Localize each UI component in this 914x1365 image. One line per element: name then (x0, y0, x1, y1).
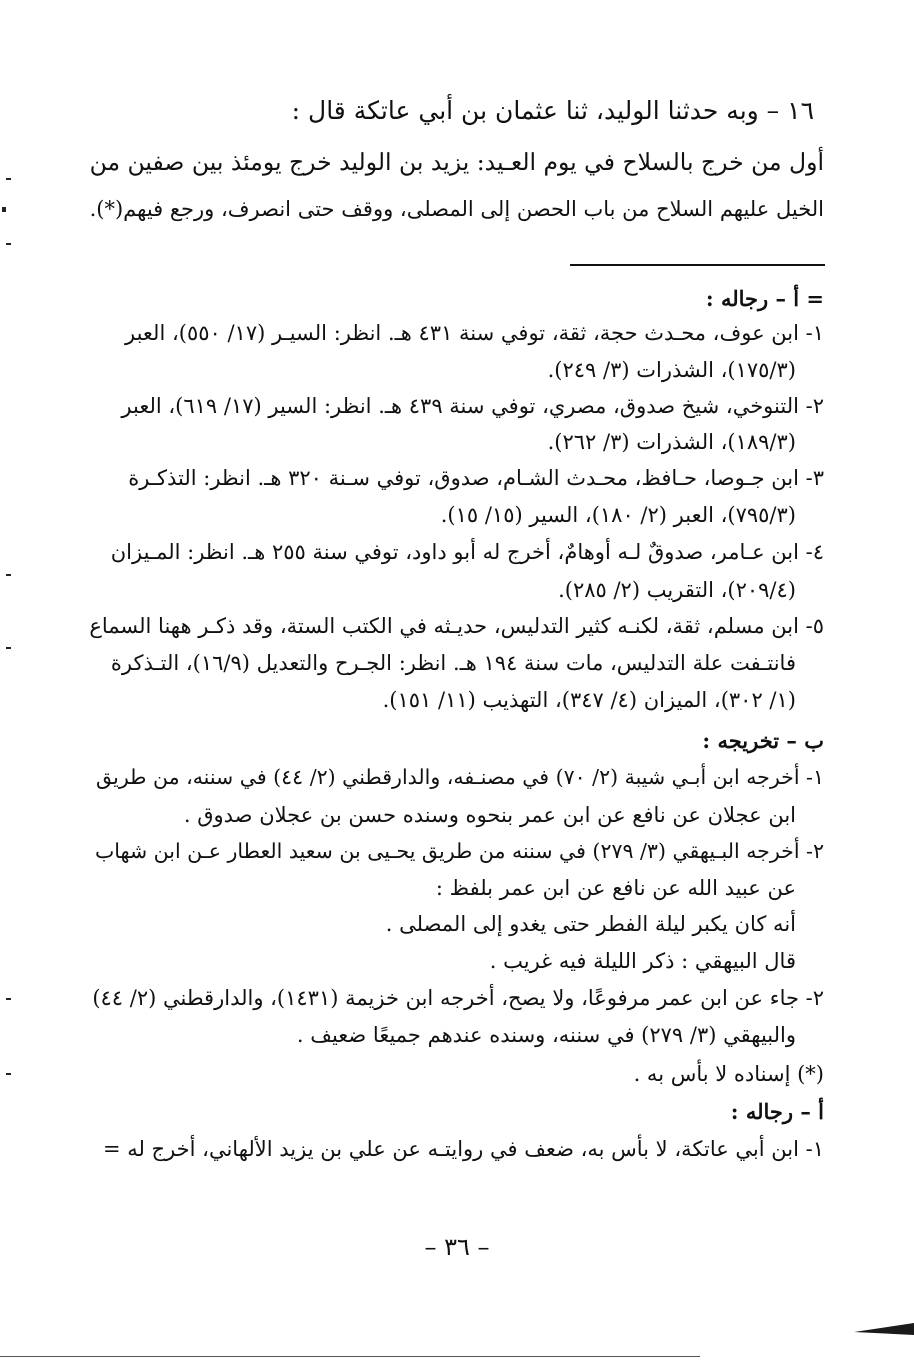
footnote-a4-line1: ٤- ابن عـامر، صدوقٌ لـه أوهامٌ، أخرج له أبو داود، توفي سنة ٢٥٥ هـ. انظر: المـيزان (110, 540, 824, 564)
scan-speck (6, 1073, 11, 1075)
footnote-a1-line1: ١- ابن عوف، محـدث حجة، ثقة، توفي سنة ٤٣١ هـ. انظر: السيـر (١٧/ ٥٥٠)، العبر (125, 321, 824, 345)
footnote-b2-line4: قال البيهقي : ذكر الليلة فيه غريب . (489, 949, 796, 973)
main-line-3: الخيل عليهم السلاح من باب الحصن إلى المصلى، ووقف حتى انصرف، ورجع فيهم(*). (89, 197, 824, 221)
scan-speck (6, 998, 11, 1000)
scan-speck (6, 574, 11, 576)
footnote-b1-line1: ١- أخرجه ابن أبـي شيبة (٢/ ٧٠) في مصنـفه، والدارقطني (٢/ ٤٤) في سننه، من طريق (96, 765, 824, 789)
footnote-c1-line1: ١- ابن أبي عاتكة، لا بأس به، ضعف في روايتـه عن علي بن يزيد الألهاني، أخرج له = (102, 1137, 824, 1161)
footnote-a5-line3: (١/ ٣٠٢)، الميزان (٤/ ٣٤٧)، التهذيب (١١/ ١٥١). (382, 688, 796, 712)
heading-narrators: = أ – رجاله : (705, 286, 824, 311)
footnote-b1-line2: ابن عجلان عن نافع عن ابن عمر بنحوه وسنده حسن بن عجلان صدوق . (183, 803, 796, 827)
footnote-b2-line1: ٢- أخرجه البـيهقي (٣/ ٢٧٩) في سننه من طريق يحـيى بن سعيد العطار عـن ابن شهاب (94, 839, 824, 863)
footnote-a2-line1: ٢- التنوخي، شيخ صدوق، مصري، توفي سنة ٤٣٩ هـ. انظر: السير (١٧/ ٦١٩)، العبر (121, 394, 824, 418)
heading-narrators-2: أ – رجاله : (730, 1099, 824, 1124)
footnote-b3-line1: ٢- جاء عن ابن عمر مرفوعًا، ولا يصح، أخرجه ابن خزيمة (١٤٣١)، والدارقطني (٢/ ٤٤) (92, 986, 824, 1010)
footnote-star-note: (*) إسناده لا بأس به . (633, 1062, 824, 1086)
footnote-b3-line2: والبيهقي (٣/ ٢٧٩) في سننه، وسنده عندهم جميعًا ضعيف . (296, 1023, 796, 1047)
scan-speck (2, 207, 6, 212)
footnote-separator (570, 264, 825, 266)
page-number: – ٣٦ – (424, 1233, 490, 1261)
scan-bottom-edge (0, 1356, 700, 1357)
footnote-a2-line2: (١٨٩/٣)، الشذرات (٣/ ٢٦٢). (547, 430, 796, 454)
heading-takhrij: ب – تخريجه : (702, 728, 824, 753)
scan-speck (6, 647, 11, 649)
main-line-2: أول من خرج بالسلاح في يوم العـيد: يزيد بن الوليد خرج يومئذ بين صفين من (89, 148, 824, 176)
scan-speck (6, 178, 11, 180)
footnote-a3-line1: ٣- ابن جـوصا، حـافظ، محـدث الشـام، صدوق، توفي سـنة ٣٢٠ هـ. انظر: التذكـرة (128, 466, 824, 490)
scan-corner-shadow (854, 1323, 914, 1335)
main-line-1: ١٦ – وبه حدثنا الوليد، ثنا عثمان بن أبي عاتكة قال : (291, 96, 814, 125)
scan-speck (6, 243, 11, 245)
footnote-a3-line2: (٧٩٥/٣)، العبر (٢/ ١٨٠)، السير (١٥/ ١٥). (440, 503, 796, 527)
footnote-b2-line2: عن عبيد الله عن نافع عن ابن عمر بلفظ : (435, 876, 796, 900)
footnote-a5-line1: ٥- ابن مسلم، ثقة، لكنـه كثير التدليس، حديـثه في الكتب الستة، وقد ذكـر ههنا السماع (89, 614, 824, 638)
footnote-a5-line2: فانتـفت علة التدليس، مات سنة ١٩٤ هـ. انظر: الجـرح والتعديل (١٦/٩)، التـذكرة (110, 651, 796, 675)
footnote-a1-line2: (١٧٥/٣)، الشذرات (٣/ ٢٤٩). (547, 358, 796, 382)
footnote-a4-line2: (٢٠٩/٤)، التقريب (٢/ ٢٨٥). (558, 578, 796, 602)
footnote-b2-line3: أنه كان يكبر ليلة الفطر حتى يغدو إلى المصلى . (385, 912, 796, 936)
